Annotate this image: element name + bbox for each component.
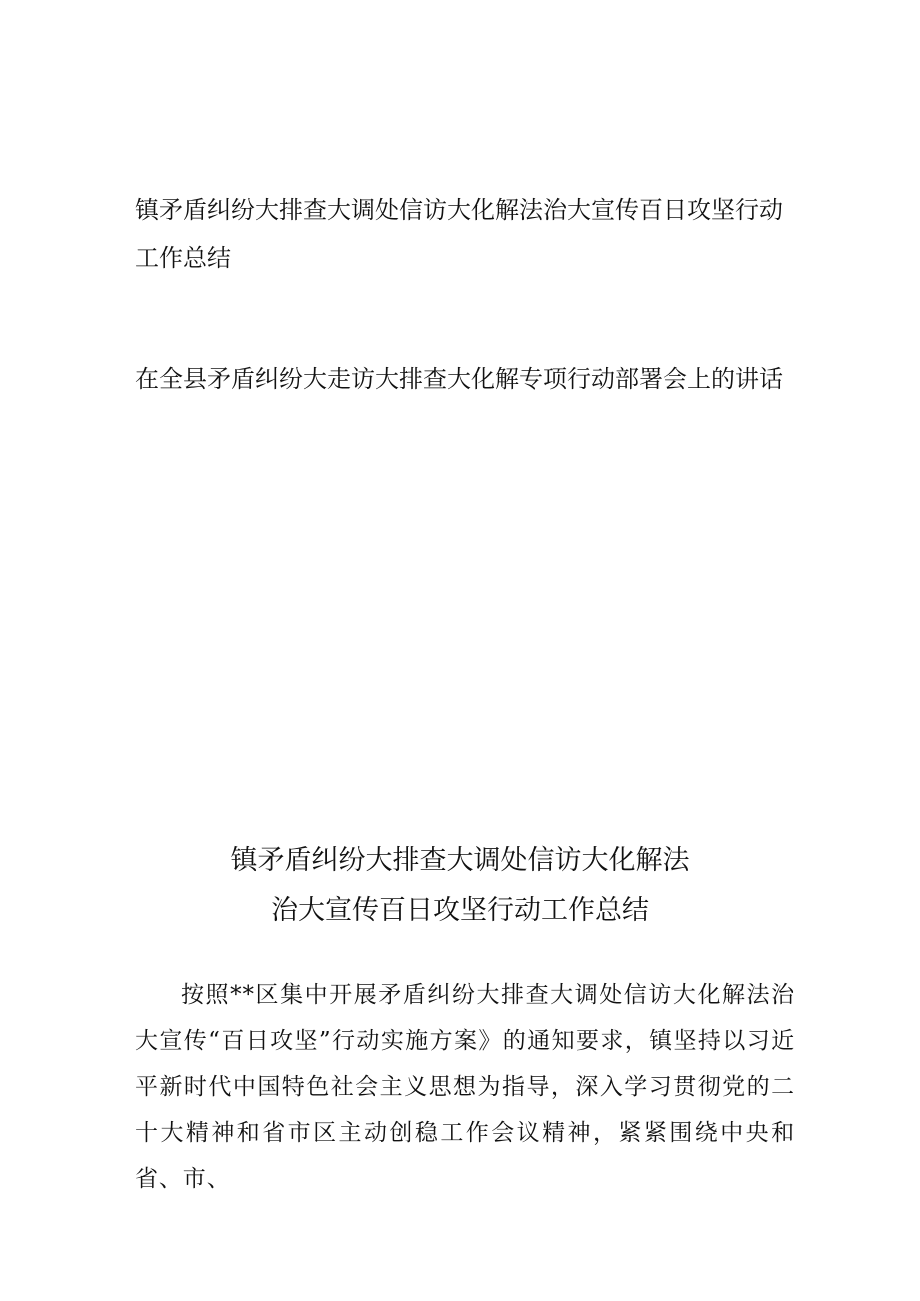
article-body [135,972,795,1202]
body-paragraph: 按照**区集中开展矛盾纠纷大排查大调处信访大化解法治大宣传“百日攻坚”行动实施方案》的通知要求，镇坚持以习近平新时代中国特色社会主义思想为指导，深入学习贯彻党的二十大精神和省市区主动创稳工作会议精神，紧紧围绕中央和省、市、 [135,982,795,1192]
contents-item-work-summary: 镇矛盾纠纷大排查大调处信访大化解法治大宣传百日攻坚行动工作总结 [135,196,783,272]
article-title [0,836,920,936]
article-title-line-2: 治大宣传百日攻坚行动工作总结 [271,895,649,926]
contents-item-speech: 在全县矛盾纠纷大走访大排查大化解专项行动部署会上的讲话 [135,365,783,393]
article-title-line-1: 镇矛盾纠纷大排查大调处信访大化解法 [230,845,690,876]
